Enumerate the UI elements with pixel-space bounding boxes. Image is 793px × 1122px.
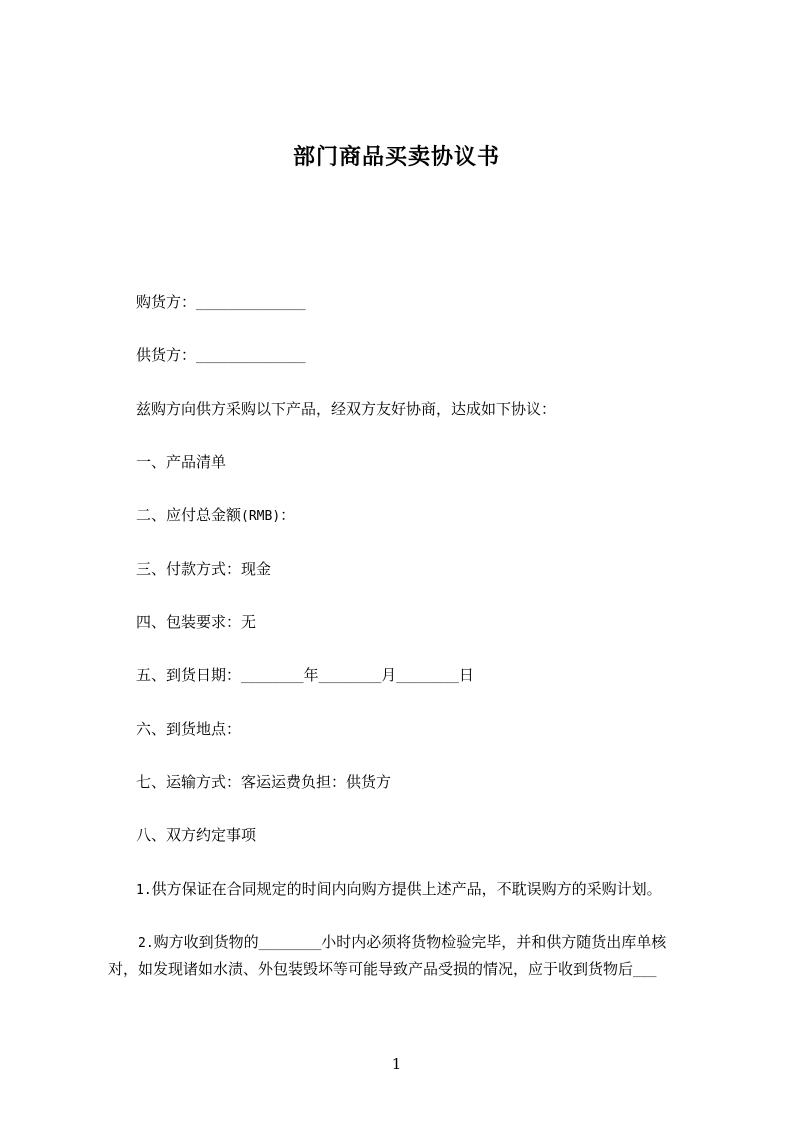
section-total-amount-currency: (RMB): [241, 509, 281, 524]
intro-paragraph: 兹购方向供方采购以下产品，经双方友好协商，达成如下协议：: [136, 400, 557, 418]
buyer-blank: ______________: [196, 296, 306, 311]
document-title: 部门商品买卖协议书: [292, 145, 500, 170]
section-total-amount-colon: ：: [280, 506, 296, 524]
seller-blank: ______________: [196, 349, 306, 364]
section-delivery-date: [136, 665, 474, 687]
agreed-item-2-number: 2.: [138, 936, 154, 951]
agreed-item-1-number: 1.: [136, 883, 152, 898]
delivery-day-blank: ________: [396, 669, 459, 684]
page-number: 1: [391, 1055, 402, 1073]
buyer-line: [136, 292, 306, 314]
agreed-item-2-line-1: [138, 932, 666, 954]
agreed-item-2-line-2: [108, 959, 657, 981]
seller-label: 供货方：: [136, 346, 197, 364]
buyer-label: 购货方：: [136, 293, 197, 311]
section-total-amount-label: 二、应付总金额: [136, 506, 242, 524]
section-agreed-matters: 八、双方约定事项: [136, 826, 257, 844]
delivery-month-blank: ________: [318, 669, 382, 684]
delivery-month-label: 月: [381, 666, 397, 684]
delivery-year-blank: ________: [241, 669, 304, 684]
agreed-item-2-hours-blank: ________: [258, 936, 322, 951]
section-product-list: 一、产品清单: [136, 453, 227, 471]
agreed-item-2-trailing-blank: ___: [633, 963, 657, 978]
section-packaging: 四、包装要求：无: [136, 613, 257, 631]
agreed-item-2-text-a: 购方收到货物的: [153, 933, 259, 951]
section-transport: 七、运输方式：客运运费负担：供货方: [136, 773, 392, 791]
section-delivery-place: 六、到货地点：: [136, 720, 242, 738]
agreed-item-2-line-2-text: 对，如发现诸如水渍、外包装毁坏等可能导致产品受损的情况，应于收到货物后: [108, 960, 634, 978]
agreed-item-2-text-b: 小时内必须将货物检验完毕，并和供方随货出库单核: [321, 933, 667, 951]
section-payment-method: 三、付款方式：现金: [136, 560, 272, 578]
agreed-item-1-text: 供方保证在合同规定的时间内向购方提供上述产品，不耽误购方的采购计划。: [151, 880, 662, 898]
section-total-amount: [136, 505, 295, 527]
delivery-date-label: 五、到货日期：: [136, 666, 242, 684]
delivery-day-label: 日: [458, 666, 474, 684]
delivery-year-label: 年: [303, 666, 319, 684]
seller-line: [136, 345, 306, 367]
agreed-item-1: [136, 879, 662, 901]
